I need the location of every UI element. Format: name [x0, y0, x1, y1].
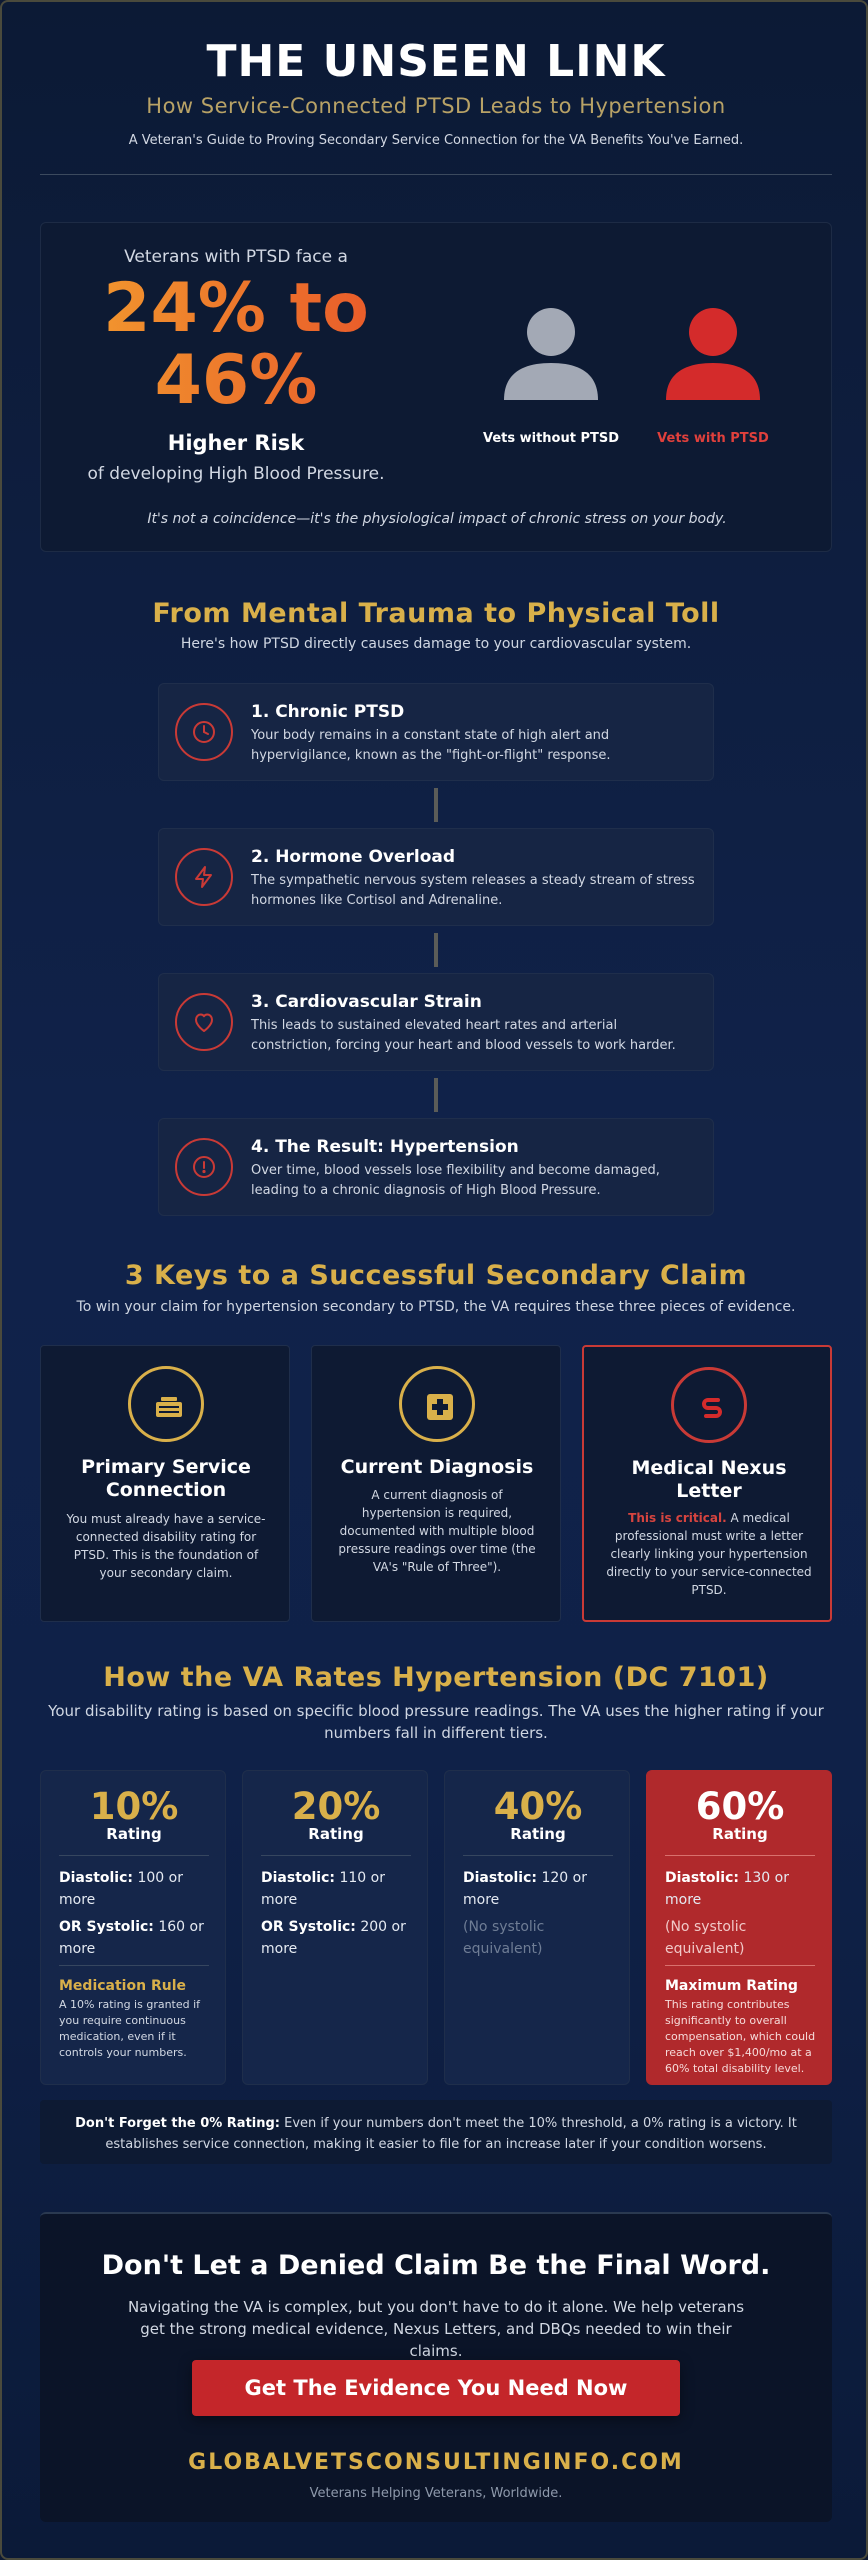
step-title: 2. Hormone Overload	[251, 847, 456, 867]
systolic-note: (No systolic equivalent)	[463, 1919, 545, 1957]
person-red-icon	[663, 305, 763, 405]
alert-icon	[175, 1138, 233, 1196]
stat-risk-label: Higher Risk	[167, 431, 305, 455]
cta-panel	[40, 2212, 832, 2522]
step-title: 3. Cardiovascular Strain	[251, 992, 482, 1012]
rating-divider	[665, 1965, 815, 1966]
systolic-threshold: OR Systolic: 160 or more	[59, 1919, 204, 1957]
stat-risk-description: of developing High Blood Pressure.	[87, 464, 385, 484]
step-description: The sympathetic nervous system releases a steady stream of stress hormones like Cortisol and Adrenaline.	[251, 873, 695, 908]
medical-kit-icon	[399, 1366, 475, 1442]
header-divider	[40, 174, 832, 175]
keys-subtitle: To win your claim for hypertension secondary to PTSD, the VA requires these three pieces of evidence.	[76, 1299, 796, 1315]
systolic-note: (No systolic equivalent)	[665, 1919, 747, 1957]
key-card	[40, 1345, 290, 1622]
rating-percent: 10%	[89, 1785, 179, 1828]
step-title: 1. Chronic PTSD	[251, 702, 405, 722]
step-description: Your body remains in a constant state of high alert and hypervigilance, known as the "fight-or-flight" response.	[251, 728, 611, 763]
website-link[interactable]: GLOBALVETSCONSULTINGINFO.COM	[188, 2450, 684, 2475]
get-evidence-button[interactable]: Get The Evidence You Need Now	[192, 2360, 680, 2416]
rule-description: This rating contributes significantly to overall compensation, which could reach over $1,400/mo at a 60% total disability level.	[665, 1998, 816, 2075]
rating-card	[444, 1770, 630, 2085]
rule-title: Medication Rule	[59, 1978, 186, 1994]
tagline: Veterans Helping Veterans, Worldwide.	[309, 2486, 563, 2501]
diastolic-threshold: Diastolic: 100 or more	[59, 1870, 183, 1908]
key-card-highlight	[582, 1345, 832, 1622]
clock-icon	[175, 703, 233, 761]
step-connector	[434, 788, 438, 822]
step-description: Over time, blood vessels lose flexibility and become damaged, leading to a chronic diagnosis of High Blood Pressure.	[251, 1163, 660, 1198]
rating-percent: 20%	[291, 1785, 381, 1828]
ratings-subtitle-line1: Your disability rating is based on specific blood pressure readings. The VA uses the higher rating if your	[48, 1702, 824, 1720]
page-subtitle: How Service-Connected PTSD Leads to Hypertension	[146, 94, 726, 118]
person-with-label: Vets with PTSD	[657, 431, 769, 446]
page-title: THE UNSEEN LINK	[206, 36, 666, 87]
key-title: Primary Service Connection	[81, 1456, 251, 1501]
step-card	[158, 973, 714, 1071]
military-icon	[128, 1366, 204, 1442]
key-title: Medical Nexus Letter	[631, 1457, 787, 1502]
zero-rating-note: Don't Forget the 0% Rating: Even if your numbers don't meet the 10% threshold, a 0% rating is a victory. It establishes service connection, making it easier to file for an increase later if your condition worsens.	[40, 2100, 832, 2164]
rating-divider	[261, 1855, 411, 1856]
rule-description: A 10% rating is granted if you require continuous medication, even if it controls your numbers.	[59, 1998, 201, 2059]
rating-card	[242, 1770, 428, 2085]
rating-percent: 60%	[695, 1785, 785, 1828]
mechanism-subtitle: Here's how PTSD directly causes damage to your cardiovascular system.	[180, 636, 692, 652]
diastolic-threshold: Diastolic: 110 or more	[261, 1870, 385, 1908]
diastolic-threshold: Diastolic: 120 or more	[463, 1870, 587, 1908]
risk-stat-panel	[40, 222, 832, 552]
heart-icon	[175, 993, 233, 1051]
person-gray-icon	[501, 305, 601, 405]
page-description: A Veteran's Guide to Proving Secondary Service Connection for the VA Benefits You've Earned.	[128, 133, 744, 148]
key-description: A current diagnosis of hypertension is required, documented with multiple blood pressure readings over time (the VA's "Rule of Three").	[338, 1488, 536, 1574]
key-description: You must already have a service-connected disability rating for PTSD. This is the foundation of your secondary claim.	[66, 1512, 266, 1580]
ratings-title: How the VA Rates Hypertension (DC 7101)	[103, 1662, 769, 1693]
rating-label: Rating	[510, 1825, 566, 1843]
cta-title: Don't Let a Denied Claim Be the Final Word.	[101, 2250, 771, 2281]
mechanism-title: From Mental Trauma to Physical Toll	[152, 598, 720, 629]
stat-intro: Veterans with PTSD face a	[124, 247, 348, 267]
step-connector	[434, 933, 438, 967]
stat-percentage-line1: 24% to	[103, 269, 369, 348]
stat-percentage	[71, 269, 401, 420]
rating-divider	[463, 1855, 613, 1856]
critical-note: This is critical.	[628, 1511, 727, 1525]
person-without-label: Vets without PTSD	[482, 431, 620, 446]
rating-divider	[665, 1855, 815, 1856]
key-title: Current Diagnosis	[340, 1456, 534, 1478]
stat-percentage-line2: 46%	[154, 341, 318, 420]
step-card	[158, 683, 714, 781]
rating-divider	[59, 1855, 209, 1856]
keys-title: 3 Keys to a Successful Secondary Claim	[124, 1260, 748, 1291]
step-description: This leads to sustained elevated heart rates and arterial constriction, forcing your heart and blood vessels to work harder.	[251, 1018, 676, 1053]
bolt-icon	[175, 848, 233, 906]
stat-footnote: It's not a coincidence—it's the physiological impact of chronic stress on your body.	[147, 511, 727, 527]
key-card	[311, 1345, 561, 1622]
rating-label: Rating	[712, 1825, 768, 1843]
key-description: This is critical. A medical professional must write a letter clearly linking your hypertension directly to your service-connected PTSD.	[606, 1511, 812, 1597]
step-card	[158, 828, 714, 926]
diastolic-threshold: Diastolic: 130 or more	[665, 1870, 789, 1908]
rating-label: Rating	[308, 1825, 364, 1843]
rule-title: Maximum Rating	[665, 1978, 798, 1994]
rating-divider	[59, 1965, 209, 1966]
ratings-subtitle-line2: numbers fall in different tiers.	[324, 1724, 548, 1742]
systolic-threshold: OR Systolic: 200 or more	[261, 1919, 406, 1957]
step-card	[158, 1118, 714, 1216]
cta-description: Navigating the VA is complex, but you don't have to do it alone. We help veterans get the strong medical evidence, Nexus Letters, and DBQs needed to win their claims.	[127, 2298, 745, 2360]
rating-label: Rating	[106, 1825, 162, 1843]
rating-card-max	[646, 1770, 832, 2085]
step-title: 4. The Result: Hypertension	[251, 1137, 519, 1157]
rating-percent: 40%	[493, 1785, 583, 1828]
rating-card	[40, 1770, 226, 2085]
step-connector	[434, 1078, 438, 1112]
link-icon	[671, 1367, 747, 1443]
